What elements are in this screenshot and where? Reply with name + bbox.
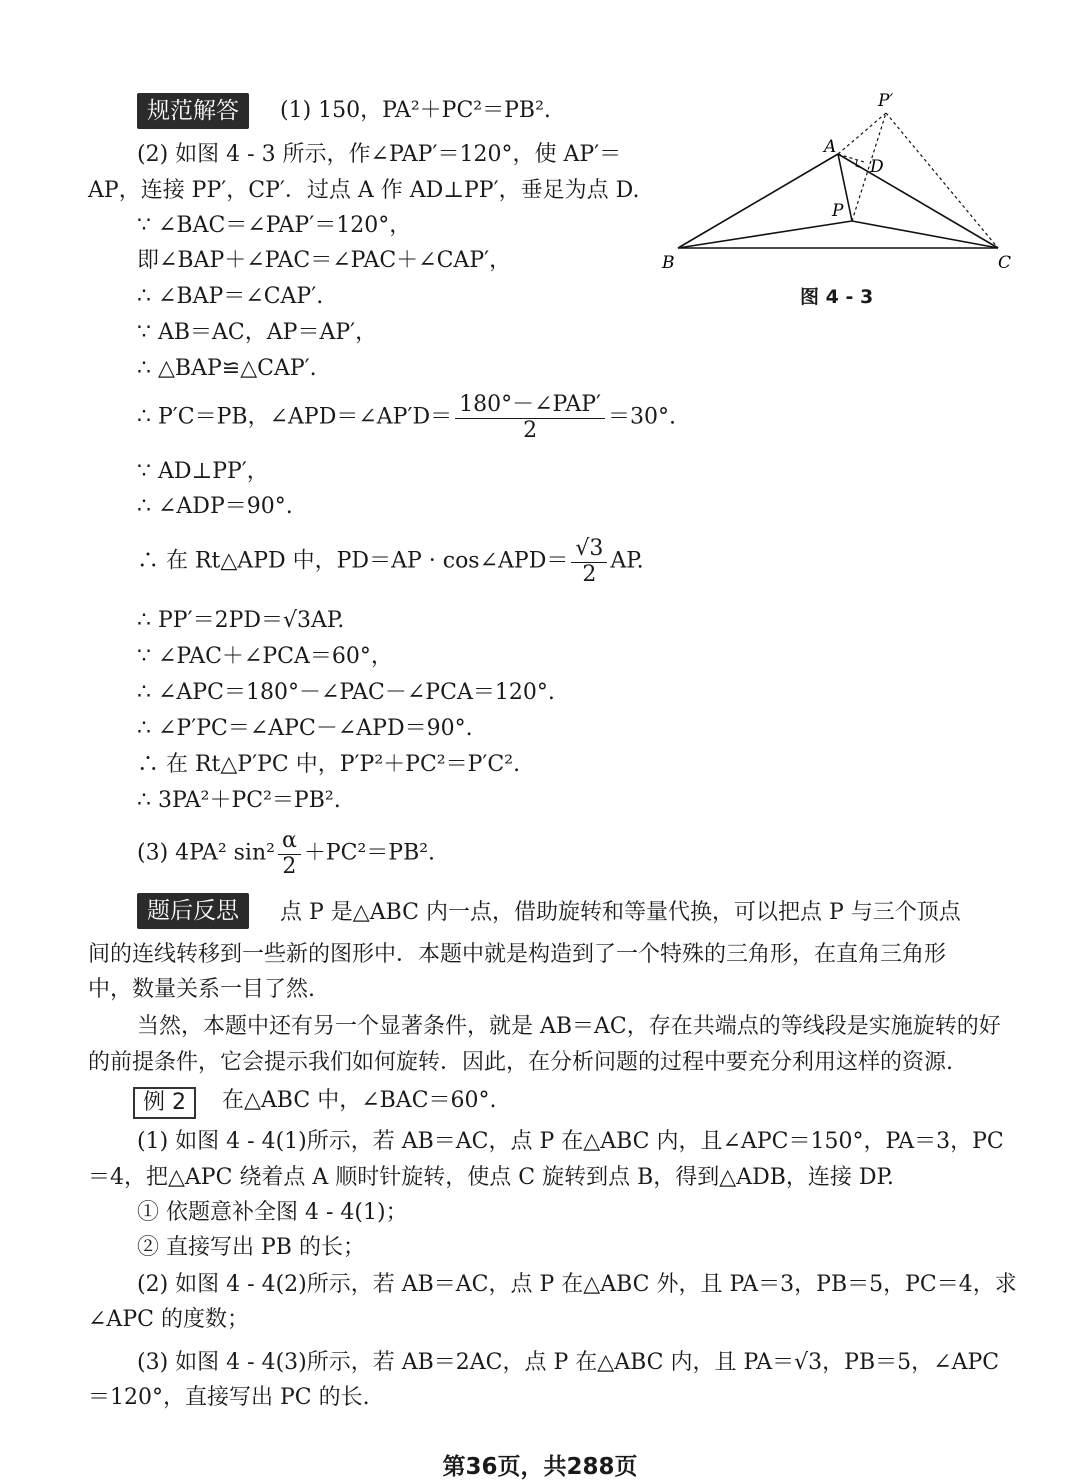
question-3-line-1: (3) 如图 4 - 4(3)所示，若 AB＝2AC，点 P 在△ABC 内，且 PA＝√3，PB＝5，∠APC xyxy=(137,1350,1000,1375)
label-p-prime: P′ xyxy=(878,91,894,111)
step-9-denominator: 2 xyxy=(582,562,597,587)
step-9-prefix: ∴ 在 Rt△APD 中，PD＝AP · cos∠APD＝ xyxy=(137,548,569,574)
question-3-line-2: ＝120°，直接写出 PC 的长. xyxy=(88,1385,370,1410)
question-2-line-1: (2) 如图 4 - 4(2)所示，若 AB＝AC，点 P 在△ABC 外，且 PA＝3，PB＝5，PC＝4，求 xyxy=(137,1272,1017,1297)
step-6-prefix: ∴ P′C＝PB，∠APD＝∠AP′D＝ xyxy=(137,404,453,430)
segment-ap-prime xyxy=(838,113,886,154)
figure-4-3-svg xyxy=(660,88,1030,278)
step-13: ∴ ∠P′PC＝∠APC－∠APD＝90°. xyxy=(137,716,473,741)
step-6-numerator: 180°－∠PAP′ xyxy=(455,392,605,419)
question-2-line-2: ∠APC 的度数； xyxy=(88,1307,249,1332)
step-2: 即∠BAP＋∠PAC＝∠PAC＋∠CAP′， xyxy=(137,248,512,273)
reflection-line-2: 间的连线转移到一些新的图形中．本题中就是构造到了一个特殊的三角形，在直角三角形 xyxy=(88,942,947,967)
step-6 xyxy=(137,392,676,443)
step-9 xyxy=(137,536,644,587)
part3-fraction xyxy=(278,828,301,879)
reflection-line-4: 当然，本题中还有另一个显著条件，就是 AB＝AC，存在共端点的等线段是实施旋转的好 xyxy=(137,1014,1001,1039)
step-6-denominator: 2 xyxy=(523,418,538,443)
question-1-line-1: (1) 如图 4 - 4(1)所示，若 AB＝AC，点 P 在△ABC 内，且∠APC＝150°，PA＝3，PC xyxy=(137,1129,1004,1154)
label-p: P xyxy=(832,201,844,221)
step-14: ∴ 在 Rt△P′PC 中，P′P²＋PC²＝P′C². xyxy=(137,752,521,777)
step-11: ∵ ∠PAC＋∠PCA＝60°， xyxy=(137,644,393,669)
step-3: ∴ ∠BAP＝∠CAP′. xyxy=(137,284,324,309)
question-1-line-2: ＝4，把△APC 绕着点 A 顺时针旋转，使点 C 旋转到点 B，得到△ADB，连接 DP. xyxy=(88,1165,894,1190)
question-1-b: ② 直接写出 PB 的长； xyxy=(137,1235,365,1260)
step-12: ∴ ∠APC＝180°－∠PAC－∠PCA＝120°. xyxy=(137,680,555,705)
step-5: ∴ △BAP≌△CAP′. xyxy=(137,356,317,381)
part2-line1: (2) 如图 4 - 3 所示，作∠PAP′＝120°，使 AP′＝ xyxy=(137,142,622,167)
figure-caption: 图 4 - 3 xyxy=(800,286,874,308)
reflection-tag: 题后反思 xyxy=(137,893,249,929)
label-a: A xyxy=(824,137,837,157)
reflection-line-1: 点 P 是△ABC 内一点，借助旋转和等量代换，可以把点 P 与三个顶点 xyxy=(280,900,961,925)
part1-answer: (1) 150，PA²＋PC²＝PB². xyxy=(280,98,551,123)
step-7: ∵ AD⊥PP′， xyxy=(137,459,269,484)
part2-line2: AP，连接 PP′，CP′．过点 A 作 AD⊥PP′，垂足为点 D. xyxy=(88,178,640,203)
step-9-numerator: √3 xyxy=(571,536,607,563)
reflection-line-3: 中，数量关系一目了然. xyxy=(88,977,315,1002)
question-1-a: ① 依题意补全图 4 - 4(1)； xyxy=(137,1200,408,1225)
part3-answer xyxy=(137,828,435,879)
page-footer: 第36页，共288页 xyxy=(442,1454,638,1480)
step-15: ∴ 3PA²＋PC²＝PB². xyxy=(137,788,341,813)
part3-prefix: (3) 4PA² sin² xyxy=(137,840,275,866)
step-9-fraction xyxy=(571,536,607,587)
part3-denominator: 2 xyxy=(282,854,297,879)
part3-suffix: ＋PC²＝PB². xyxy=(303,840,436,866)
step-1: ∵ ∠BAC＝∠PAP′＝120°， xyxy=(137,213,412,238)
label-d: D xyxy=(870,157,884,177)
segment-ba xyxy=(678,154,838,248)
example-intro: 在△ABC 中，∠BAC＝60°. xyxy=(222,1088,497,1113)
step-9-suffix: AP. xyxy=(610,548,644,574)
step-4: ∵ AB＝AC，AP＝AP′， xyxy=(137,320,378,345)
segment-p-prime-c xyxy=(886,113,998,248)
reflection-line-5: 的前提条件，它会提示我们如何旋转．因此，在分析问题的过程中要充分利用这样的资源. xyxy=(88,1050,953,1075)
part3-numerator: α xyxy=(278,828,301,855)
step-6-fraction xyxy=(455,392,605,443)
figure-4-3 xyxy=(660,88,1030,278)
step-6-suffix: ＝30°. xyxy=(608,404,677,430)
step-8: ∴ ∠ADP＝90°. xyxy=(137,494,293,519)
example-label: 例 2 xyxy=(133,1087,196,1119)
label-c: C xyxy=(998,253,1012,273)
label-b: B xyxy=(662,253,675,273)
segment-bp xyxy=(678,221,852,248)
solution-tag: 规范解答 xyxy=(137,93,249,129)
step-10: ∴ PP′＝2PD＝√3AP. xyxy=(137,608,345,633)
